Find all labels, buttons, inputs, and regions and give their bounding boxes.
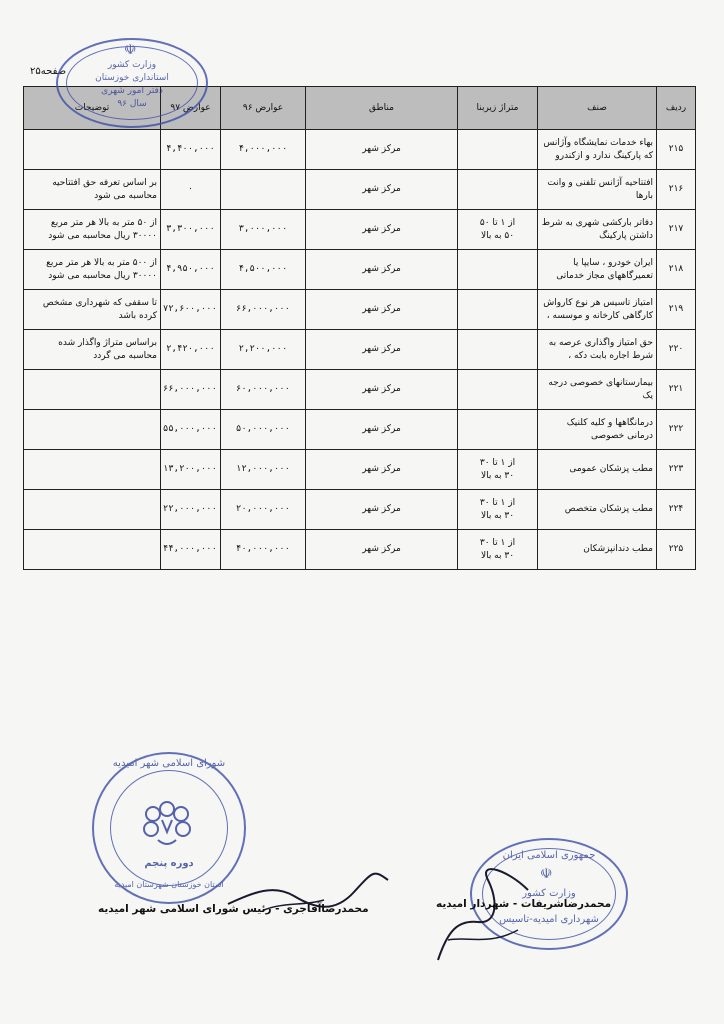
cell-region: مرکز شهر xyxy=(306,450,458,490)
cell-row-no: ۲۱۶ xyxy=(657,170,696,210)
stamp-ring-text: شورای اسلامی شهر امیدیه xyxy=(112,758,226,769)
cell-fee96 xyxy=(221,170,306,210)
table-row xyxy=(24,530,696,570)
table-row xyxy=(24,170,696,210)
cell-area: از ۱ تا ۳۰ ۳۰ به بالا xyxy=(458,530,538,570)
cell-region: مرکز شهر xyxy=(306,490,458,530)
cell-notes: بر اساس تعرفه حق افتتاحیه محاسبه می شود xyxy=(24,170,161,210)
cell-row-no: ۲۲۲ xyxy=(657,410,696,450)
cell-fee96: ۵۰,۰۰۰,۰۰۰ xyxy=(221,410,306,450)
cell-fee97: ۴,۹۵۰,۰۰۰ xyxy=(161,250,221,290)
cell-fee96: ۲,۲۰۰,۰۰۰ xyxy=(221,330,306,370)
table-row xyxy=(24,490,696,530)
iran-emblem-icon: ☫ xyxy=(540,866,553,882)
cell-region: مرکز شهر xyxy=(306,370,458,410)
cell-category: مطب پزشکان عمومی xyxy=(538,450,657,490)
cell-row-no: ۲۲۵ xyxy=(657,530,696,570)
cell-category: افتتاحیه آژانس تلفنی و وانت بارها xyxy=(538,170,657,210)
cell-category: بیمارستانهای خصوصی درجه یک xyxy=(538,370,657,410)
cell-fee97: ۷۲,۶۰۰,۰۰۰ xyxy=(161,290,221,330)
cell-region: مرکز شهر xyxy=(306,330,458,370)
table-row xyxy=(24,250,696,290)
cell-notes: براساس متراژ واگذار شده محاسبه می گردد xyxy=(24,330,161,370)
cell-area xyxy=(458,370,538,410)
ministry-stamp xyxy=(56,38,208,128)
table-row xyxy=(24,450,696,490)
stamp-text: شهرداری امیدیه-تاسیس xyxy=(499,914,599,925)
header-fee96: عوارض ۹۶ xyxy=(221,87,306,130)
cell-notes: از ۵۰ متر به بالا هر متر مربع ۳۰۰۰۰ ریال محاسبه می شود xyxy=(24,210,161,250)
stamp-text: وزارت کشور xyxy=(522,888,576,899)
table-row xyxy=(24,290,696,330)
cell-row-no: ۲۲۴ xyxy=(657,490,696,530)
cell-category: بهاء خدمات نمایشگاه وآژانس که پارکینگ ندارد و ازکندرو xyxy=(538,130,657,170)
header-area: متراژ زیربنا xyxy=(458,87,538,130)
cell-row-no: ۲۱۹ xyxy=(657,290,696,330)
stamp-text: استانداری خوزستان xyxy=(95,73,169,83)
cell-fee96: ۳,۰۰۰,۰۰۰ xyxy=(221,210,306,250)
mayor-name: محمدرضاشریفات - شهردار امیدیه xyxy=(436,898,612,910)
cell-notes: از ۵۰۰ متر به بالا هر متر مربع ۳۰۰۰۰ ریال محاسبه می شود xyxy=(24,250,161,290)
stamp-text: دفتر امور شهری xyxy=(101,86,163,96)
header-region: مناطق xyxy=(306,87,458,130)
header-category: صنف xyxy=(538,87,657,130)
cell-row-no: ۲۱۸ xyxy=(657,250,696,290)
cell-region: مرکز شهر xyxy=(306,210,458,250)
cell-category: حق امتیاز واگذاری عرصه به شرط اجاره بابت دکه ، xyxy=(538,330,657,370)
cell-notes xyxy=(24,370,161,410)
stamp-term-text: دوره پنجم xyxy=(144,858,194,869)
cell-notes xyxy=(24,450,161,490)
cell-notes xyxy=(24,530,161,570)
cell-category: مطب دندانپزشکان xyxy=(538,530,657,570)
table-row xyxy=(24,210,696,250)
council-head-name: محمدرضاآقاجری - رئیس شورای اسلامی شهر امیدیه xyxy=(98,903,369,915)
cell-fee96: ۴۰,۰۰۰,۰۰۰ xyxy=(221,530,306,570)
cell-notes xyxy=(24,490,161,530)
cell-category: مطب پزشکان متخصص xyxy=(538,490,657,530)
cell-fee97: ۲,۴۲۰,۰۰۰ xyxy=(161,330,221,370)
cell-row-no: ۲۲۱ xyxy=(657,370,696,410)
cell-row-no: ۲۲۰ xyxy=(657,330,696,370)
cell-area: از ۱ تا ۵۰ ۵۰ به بالا xyxy=(458,210,538,250)
cell-fee97: ۴۴,۰۰۰,۰۰۰ xyxy=(161,530,221,570)
header-row-no: ردیف xyxy=(657,87,696,130)
stamp-text: وزارت کشور xyxy=(107,60,157,70)
cell-fee97: ۶۶,۰۰۰,۰۰۰ xyxy=(161,370,221,410)
cell-row-no: ۲۲۳ xyxy=(657,450,696,490)
cell-notes: تا سقفی که شهرداری مشخص کرده باشد xyxy=(24,290,161,330)
cell-fee96: ۱۲,۰۰۰,۰۰۰ xyxy=(221,450,306,490)
page-number: صفحه۲۵ xyxy=(30,66,67,77)
cell-area xyxy=(458,290,538,330)
cell-region: مرکز شهر xyxy=(306,290,458,330)
cell-fee96: ۶۰,۰۰۰,۰۰۰ xyxy=(221,370,306,410)
cell-category: درمانگاهها و کلیه کلنیک درمانی خصوصی xyxy=(538,410,657,450)
cell-area xyxy=(458,130,538,170)
cell-area xyxy=(458,330,538,370)
stamp-text: جمهوری اسلامی ایران xyxy=(502,850,596,861)
cell-fee97: ۰ xyxy=(161,170,221,210)
cell-fee97: ۵۵,۰۰۰,۰۰۰ xyxy=(161,410,221,450)
iran-emblem-icon: ☫ xyxy=(124,42,137,58)
cell-fee97: ۲۲,۰۰۰,۰۰۰ xyxy=(161,490,221,530)
table-row xyxy=(24,410,696,450)
header-fee97: عوارض ۹۷ xyxy=(161,87,221,130)
mayor-signature xyxy=(428,860,548,970)
cell-row-no: ۲۱۵ xyxy=(657,130,696,170)
cell-area: از ۱ تا ۳۰ ۳۰ به بالا xyxy=(458,450,538,490)
council-stamp xyxy=(92,752,246,904)
cell-fee96: ۲۰,۰۰۰,۰۰۰ xyxy=(221,490,306,530)
cell-region: مرکز شهر xyxy=(306,530,458,570)
cell-fee96: ۴,۵۰۰,۰۰۰ xyxy=(221,250,306,290)
council-logo-icon xyxy=(138,800,196,854)
cell-region: مرکز شهر xyxy=(306,170,458,210)
cell-category: ایران خودرو ، سایپا یا تعمیرگاههای مجاز خدماتی xyxy=(538,250,657,290)
fee-table xyxy=(23,86,696,570)
cell-region: مرکز شهر xyxy=(306,410,458,450)
table-row xyxy=(24,370,696,410)
cell-fee97: ۱۳,۲۰۰,۰۰۰ xyxy=(161,450,221,490)
cell-fee96: ۴,۰۰۰,۰۰۰ xyxy=(221,130,306,170)
cell-category: دفاتر بارکشی شهری به شرط داشتن پارکینگ xyxy=(538,210,657,250)
cell-fee97: ۳,۳۰۰,۰۰۰ xyxy=(161,210,221,250)
cell-area xyxy=(458,250,538,290)
table-row xyxy=(24,330,696,370)
header-notes: توضیحات xyxy=(24,87,161,130)
table-row xyxy=(24,130,696,170)
cell-region: مرکز شهر xyxy=(306,250,458,290)
cell-notes xyxy=(24,130,161,170)
stamp-text: سال ۹۶ xyxy=(117,99,147,109)
cell-category: امتیاز تاسیس هر نوع کارواش کارگاهی کارخانه و موسسه ، xyxy=(538,290,657,330)
cell-region: مرکز شهر xyxy=(306,130,458,170)
cell-fee97: ۴,۴۰۰,۰۰۰ xyxy=(161,130,221,170)
cell-area xyxy=(458,410,538,450)
cell-row-no: ۲۱۷ xyxy=(657,210,696,250)
cell-area xyxy=(458,170,538,210)
stamp-ring-text: استان خوزستان شهرستان امیدیه xyxy=(114,880,224,889)
cell-area: از ۱ تا ۳۰ ۳۰ به بالا xyxy=(458,490,538,530)
cell-notes xyxy=(24,410,161,450)
cell-fee96: ۶۶,۰۰۰,۰۰۰ xyxy=(221,290,306,330)
